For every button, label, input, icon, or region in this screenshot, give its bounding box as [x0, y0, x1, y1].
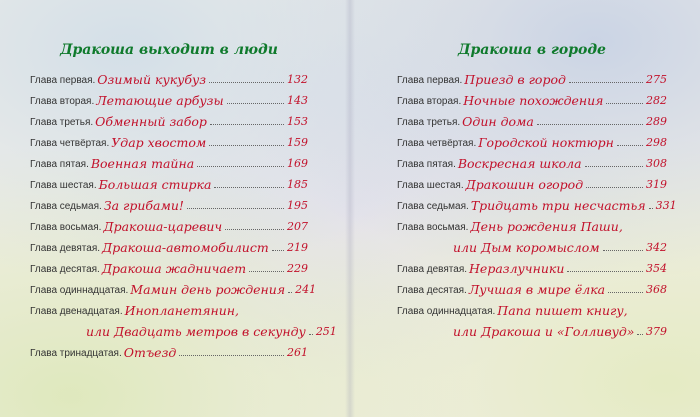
dot-leader — [617, 145, 643, 146]
dot-leader — [249, 271, 284, 272]
toc-entry-left-1[interactable] — [30, 68, 308, 88]
dot-leader — [637, 334, 643, 335]
page-number: 368 — [646, 283, 667, 296]
chapter-name: Военная тайна — [90, 156, 195, 171]
dot-leader — [187, 208, 284, 209]
chapter-label: Глава седьмая. — [397, 201, 469, 212]
chapter-name: Летающие арбузы — [96, 93, 224, 108]
chapter-label: Глава вторая. — [397, 96, 462, 107]
dot-leader — [227, 103, 284, 104]
chapter-label: Глава восьмая. — [30, 222, 102, 233]
toc-entry-left-10[interactable] — [30, 257, 308, 277]
toc-entry-left-3[interactable] — [30, 110, 308, 130]
dot-leader — [649, 208, 653, 209]
toc-entry-left-6[interactable] — [30, 173, 308, 193]
chapter-name: Дракоша жадничает — [101, 261, 247, 276]
toc-entry-right-11[interactable] — [397, 299, 667, 319]
dot-leader — [586, 187, 643, 188]
chapter-label: Глава тринадцатая. — [30, 348, 122, 359]
page-number: 261 — [287, 346, 308, 359]
dot-leader — [309, 334, 313, 335]
page-number: 143 — [287, 94, 308, 107]
page-number: 159 — [287, 136, 308, 149]
toc-entry-right-5[interactable] — [397, 152, 667, 172]
page-number: 153 — [287, 115, 308, 128]
chapter-name: Дракоша-царевич — [103, 219, 223, 234]
dot-leader — [603, 250, 643, 251]
chapter-label: Глава двенадцатая. — [30, 306, 123, 317]
page-number: 185 — [287, 178, 308, 191]
dot-leader — [567, 271, 643, 272]
toc-entry-left-13[interactable] — [30, 341, 308, 361]
chapter-name: Папа пишет книгу, — [497, 303, 628, 318]
page-number: 132 — [287, 73, 308, 86]
chapter-label: Глава первая. — [30, 75, 96, 86]
page-number: 251 — [315, 325, 337, 338]
chapter-label: Глава одиннадцатая. — [30, 285, 129, 296]
page-number: 282 — [646, 94, 667, 107]
page-number: 298 — [646, 136, 667, 149]
toc-entry-right-6[interactable] — [397, 173, 667, 193]
toc-entry-left-8[interactable] — [30, 215, 308, 235]
chapter-name: Тридцать три несчастья — [470, 198, 646, 213]
section-title-left: Дракоша выходит в люди — [60, 42, 278, 58]
toc-entry-right-3[interactable] — [397, 110, 667, 130]
toc-entry-right-8[interactable] — [397, 215, 667, 235]
dot-leader — [288, 292, 292, 293]
chapter-name: Обменный забор — [95, 114, 207, 129]
toc-entry-right-10[interactable] — [397, 278, 667, 298]
toc-entry-right-4[interactable] — [397, 131, 667, 151]
chapter-name: За грибами! — [103, 198, 184, 213]
page-number: 195 — [287, 199, 308, 212]
chapter-name: Дракоша-автомобилист — [102, 240, 269, 255]
page-fold — [345, 0, 355, 417]
chapter-label: Глава пятая. — [30, 159, 89, 170]
toc-entry-left-5[interactable] — [30, 152, 308, 172]
page-number: 275 — [646, 73, 667, 86]
page-number: 169 — [287, 157, 308, 170]
dot-leader — [209, 82, 284, 83]
dot-leader — [179, 355, 284, 356]
chapter-name: Неразлучники — [469, 261, 565, 276]
page-number: 219 — [287, 241, 308, 254]
dot-leader — [272, 250, 284, 251]
dot-leader — [537, 124, 643, 125]
toc-entry-left-11[interactable] — [30, 278, 317, 298]
toc-entry-right-7[interactable] — [397, 194, 677, 214]
page-number: 379 — [646, 325, 667, 338]
toc-entry-left-7[interactable] — [30, 194, 308, 214]
chapter-label: Глава десятая. — [30, 264, 100, 275]
page-number: 308 — [646, 157, 667, 170]
toc-entry-right-8-cont[interactable] — [453, 236, 667, 256]
dot-leader — [197, 166, 284, 167]
toc-entry-left-12[interactable] — [30, 299, 308, 319]
chapter-label: Глава девятая. — [397, 264, 468, 275]
dot-leader — [214, 187, 284, 188]
chapter-label: Глава четвёртая. — [30, 138, 110, 149]
toc-entry-right-2[interactable] — [397, 89, 667, 109]
dot-leader — [569, 82, 643, 83]
chapter-label: Глава первая. — [397, 75, 463, 86]
chapter-label: Глава восьмая. — [397, 222, 469, 233]
dot-leader — [585, 166, 643, 167]
dot-leader — [225, 229, 284, 230]
toc-entry-left-9[interactable] — [30, 236, 308, 256]
dot-leader — [210, 124, 284, 125]
toc-entry-left-4[interactable] — [30, 131, 308, 151]
chapter-subtitle: или Дым коромыслом — [453, 240, 600, 255]
section-title-right: Дракоша в городе — [458, 42, 606, 58]
chapter-label: Глава пятая. — [397, 159, 456, 170]
chapter-name: Озимый кукубуз — [97, 72, 207, 87]
page-number: 319 — [646, 178, 667, 191]
chapter-name: Ночные похождения — [463, 93, 604, 108]
page-number: 354 — [646, 262, 667, 275]
chapter-name: Городской ноктюрн — [478, 135, 614, 150]
page-number: 342 — [646, 241, 667, 254]
chapter-name: Дракошин огород — [465, 177, 584, 192]
toc-entry-left-12-cont[interactable] — [86, 320, 337, 340]
chapter-subtitle: или Двадцать метров в секунду — [86, 324, 306, 339]
chapter-name: Воскресная школа — [457, 156, 582, 171]
chapter-name: Приезд в город — [464, 72, 566, 87]
chapter-name: Инопланетянин, — [124, 303, 239, 318]
chapter-label: Глава четвёртая. — [397, 138, 477, 149]
chapter-label: Глава вторая. — [30, 96, 95, 107]
toc-entry-right-1[interactable] — [397, 68, 667, 88]
chapter-subtitle: или Дракоша и «Голливуд» — [453, 324, 635, 339]
chapter-label: Глава одиннадцатая. — [397, 306, 496, 317]
page-number: 289 — [646, 115, 667, 128]
chapter-label: Глава шестая. — [30, 180, 97, 191]
chapter-name: Отъезд — [123, 345, 177, 360]
toc-entry-left-2[interactable] — [30, 89, 308, 109]
dot-leader — [209, 145, 284, 146]
chapter-name: День рождения Паши, — [470, 219, 623, 234]
chapter-label: Глава шестая. — [397, 180, 464, 191]
chapter-label: Глава третья. — [397, 117, 461, 128]
chapter-name: Мамин день рождения — [130, 282, 286, 297]
page-number: 207 — [287, 220, 308, 233]
chapter-label: Глава третья. — [30, 117, 94, 128]
dot-leader — [606, 103, 643, 104]
page-number: 241 — [295, 283, 317, 296]
toc-entry-right-9[interactable] — [397, 257, 667, 277]
page-number: 229 — [287, 262, 308, 275]
page-number: 331 — [655, 199, 677, 212]
toc-entry-right-11-cont[interactable] — [453, 320, 667, 340]
chapter-name: Один дома — [462, 114, 534, 129]
chapter-name: Большая стирка — [98, 177, 212, 192]
chapter-label: Глава десятая. — [397, 285, 467, 296]
dot-leader — [608, 292, 643, 293]
chapter-name: Удар хвостом — [111, 135, 207, 150]
chapter-label: Глава девятая. — [30, 243, 101, 254]
chapter-label: Глава седьмая. — [30, 201, 102, 212]
chapter-name: Лучшая в мире ёлка — [468, 282, 606, 297]
